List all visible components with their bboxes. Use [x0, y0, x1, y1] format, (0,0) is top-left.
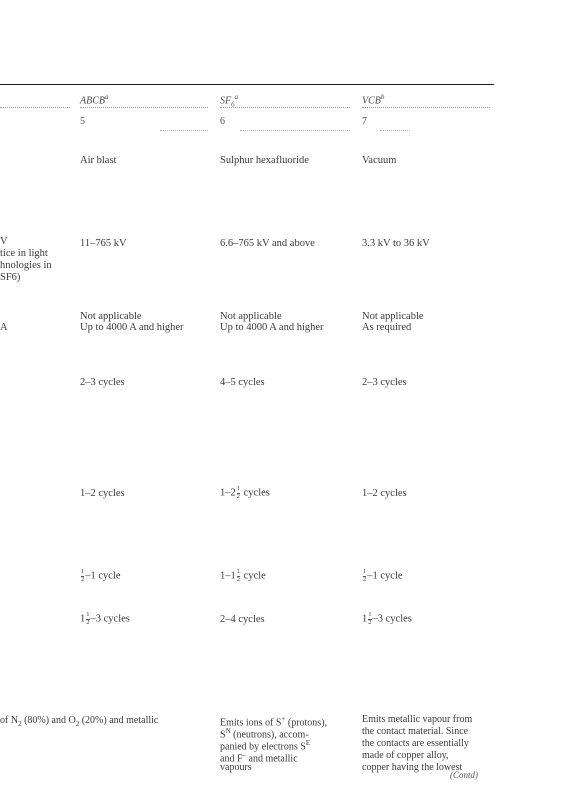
current-a-abcb: Not applicable [80, 311, 142, 322]
header-abcb: ABCB$^a$ [80, 93, 109, 107]
number-dotted-rule-3 [380, 130, 410, 131]
medium-vcb: Vacuum [362, 155, 397, 166]
current-a-sf6: Not applicable [220, 311, 282, 322]
emission-vcb-line-2: the contact material. Since [362, 726, 469, 737]
cycles4-sf6: 2–4 cycles [220, 614, 265, 625]
emission-sf6-line-4: and F– and metallic [220, 751, 298, 765]
voltage-sf6: 6.6–765 kV and above [220, 238, 315, 249]
emission-vcb-line-4: made of copper alloy, [362, 750, 449, 761]
table-top-rule [0, 84, 494, 85]
header-dotted-rule-4 [362, 107, 490, 108]
cycles1-vcb: 2–3 cycles [362, 377, 407, 388]
emission-sf6-line-1: Emits ions of S+ (protons), [220, 715, 328, 729]
current-a-vcb: Not applicable [362, 311, 424, 322]
cycles1-sf6: 4–5 cycles [220, 377, 265, 388]
emission-sf6-line-2: $S^N$ (neutrons), accom- [220, 727, 309, 741]
emission-vcb-line-1: Emits metallic vapour from [362, 714, 473, 725]
number-dotted-rule-1 [160, 130, 208, 131]
medium-sf6: Sulphur hexafluoride [220, 155, 309, 166]
voltage-abcb: 11–765 kV [80, 238, 127, 249]
medium-abcb: Air blast [80, 155, 117, 166]
cycles2-vcb: 1–2 cycles [362, 488, 407, 499]
continued-note: (Contd) [450, 770, 478, 780]
voltage-label-line-3: hnologies in [0, 260, 52, 271]
col-number-5: 5 [80, 116, 85, 127]
col-number-7: 7 [362, 116, 367, 127]
header-vcb: VCB$^b$ [362, 93, 385, 107]
cycles4-abcb: 1 $\frac{1}{2}$ –3 cycles [80, 611, 130, 626]
voltage-label-line-2: tice in light [0, 248, 48, 259]
col-number-6: 6 [220, 116, 225, 127]
voltage-label-line-4: SF6) [0, 272, 21, 283]
cycles4-vcb: 1 $\frac{1}{2}$ –3 cycles [362, 611, 412, 626]
header-dotted-rule-1 [0, 107, 70, 108]
voltage-label-line-1: V [0, 236, 8, 247]
header-dotted-rule-2 [80, 107, 208, 108]
cycles3-vcb: $\frac{1}{2}$ –1 cycle [363, 568, 403, 583]
emission-vcb-line-3: the contacts are essentially [362, 738, 469, 749]
header-sf6: $SF_6^a$ [220, 93, 239, 109]
cycles3-abcb: $\frac{1}{2}$ –1 cycle [81, 568, 121, 583]
cycles2-sf6: 1–2 $\frac{1}{2}$ cycles [220, 485, 270, 500]
emission-vcb-line-5: copper having the lowest [362, 762, 463, 773]
voltage-vcb: 3.3 kV to 36 kV [362, 238, 430, 249]
current-b-sf6: Up to 4000 A and higher [220, 322, 324, 333]
emission-sf6-line-3: panied by electrons $S^E$ [220, 739, 311, 753]
current-b-label: A [0, 322, 8, 333]
current-b-abcb: Up to 4000 A and higher [80, 322, 184, 333]
header-dotted-rule-3 [220, 107, 350, 108]
number-dotted-rule-2 [240, 130, 350, 131]
emission-abcb: of $N_2$ (80%) and $O_2$ (20%) and metallic [0, 715, 159, 728]
cycles3-sf6: 1–1 $\frac{1}{2}$ cycle [220, 568, 266, 583]
current-b-vcb: As required [362, 322, 412, 333]
emission-sf6-line-5: vapours [220, 762, 252, 773]
cycles1-abcb: 2–3 cycles [80, 377, 125, 388]
cycles2-abcb: 1–2 cycles [80, 488, 125, 499]
